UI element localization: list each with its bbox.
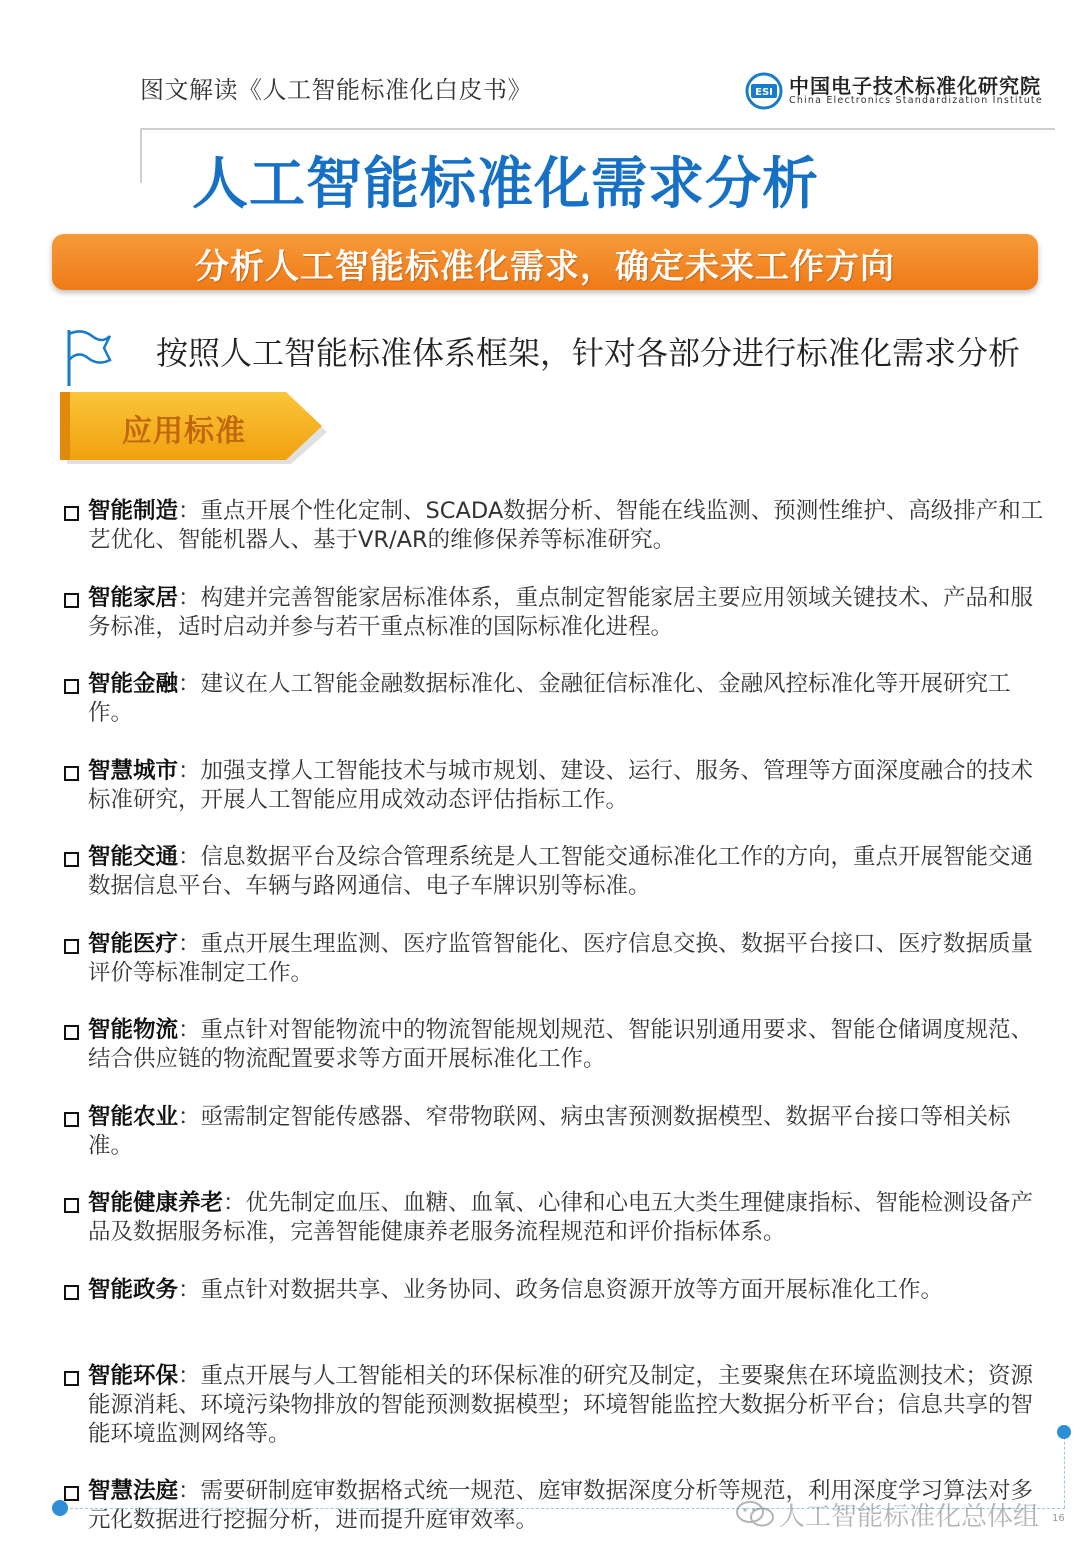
header-divider bbox=[140, 128, 1055, 130]
checkbox-icon bbox=[64, 1198, 79, 1213]
item-text bbox=[88, 1103, 1052, 1161]
item-description: ：优先制定血压、血糖、血氧、心律和心电五大类生理健康指标、智能检测设备产品及数据服务标准，完善智能健康养老服务流程规范和评价指标体系。 bbox=[88, 1190, 1034, 1245]
item-text bbox=[88, 757, 1052, 815]
list-item bbox=[62, 584, 1052, 671]
item-text bbox=[88, 670, 1052, 728]
org-name-cn: 中国电子技术标准化研究院 bbox=[789, 74, 1041, 98]
list-item bbox=[62, 1362, 1052, 1477]
item-description: ：重点开展生理监测、医疗监管智能化、医疗信息交换、数据平台接口、医疗数据质量评价等标准制定工作。 bbox=[88, 930, 1034, 986]
item-description: ：建议在人工智能金融数据标准化、金融征信标准化、金融风控标准化等开展研究工作。 bbox=[88, 671, 1011, 726]
banner-text: 分析人工智能标准化需求，确定未来工作方向 bbox=[195, 247, 895, 287]
item-title: 智慧城市 bbox=[88, 757, 179, 784]
org-name-en: China Electronics Standardization Institute bbox=[789, 95, 1043, 106]
org-logo bbox=[745, 70, 1055, 110]
flag-icon bbox=[64, 326, 112, 388]
application-standards-list bbox=[62, 497, 1052, 1564]
document-header-title: 图文解读《人工智能标准化白皮书》 bbox=[140, 76, 532, 104]
wechat-icon bbox=[735, 1500, 775, 1528]
item-title: 智能政务 bbox=[88, 1276, 179, 1303]
page-title: 人工智能标准化需求分析 bbox=[192, 152, 819, 217]
list-item bbox=[62, 497, 1052, 584]
section-label: 应用标准 bbox=[122, 414, 246, 449]
item-text bbox=[88, 930, 1052, 988]
item-description: ：重点开展与人工智能相关的环保标准的研究及制定，主要聚焦在环境监测技术；资源能源消耗、环境污染物排放的智能预测数据模型；环境智能监控大数据分析平台；信息共享的智能环境监测网络等。 bbox=[88, 1363, 1034, 1447]
list-item bbox=[62, 930, 1052, 1017]
item-title: 智能物流 bbox=[88, 1017, 179, 1043]
list-item bbox=[62, 757, 1052, 844]
item-description: ：构建并完善智能家居标准体系，重点制定智能家居主要应用领域关键技术、产品和服务标准，适时启动并参与若干重点标准的国际标准化进程。 bbox=[88, 584, 1034, 640]
section-heading: 按照人工智能标准体系框架，针对各部分进行标准化需求分析 bbox=[156, 334, 1021, 372]
item-text bbox=[88, 1276, 1052, 1305]
list-item bbox=[62, 670, 1052, 757]
item-text bbox=[88, 1189, 1052, 1247]
item-text bbox=[88, 1362, 1052, 1449]
checkbox-icon bbox=[64, 506, 79, 521]
decorative-dot bbox=[1057, 1425, 1071, 1439]
item-text bbox=[88, 584, 1052, 642]
item-title: 智能交通 bbox=[88, 844, 179, 870]
item-text bbox=[88, 1016, 1052, 1074]
checkbox-icon bbox=[64, 1486, 79, 1501]
item-description: ：信息数据平台及综合管理系统是人工智能交通标准化工作的方向，重点开展智能交通数据信息平台、车辆与路网通信、电子车牌识别等标准。 bbox=[88, 844, 1034, 899]
item-description: ：重点针对智能物流中的物流智能规划规范、智能识别通用要求、智能仓储调度规范、结合供应链的物流配置要求等方面开展标准化工作。 bbox=[88, 1017, 1034, 1072]
checkbox-icon bbox=[64, 766, 79, 781]
item-title: 智能制造 bbox=[88, 498, 179, 524]
checkbox-icon bbox=[64, 1371, 79, 1386]
list-item bbox=[62, 1103, 1052, 1190]
item-title: 智能医疗 bbox=[88, 930, 179, 957]
logo-mark-text: ESI bbox=[755, 87, 773, 98]
list-item bbox=[62, 1016, 1052, 1103]
esi-logo-icon bbox=[745, 72, 783, 110]
item-title: 智能环保 bbox=[88, 1363, 179, 1389]
decorative-dot bbox=[52, 1500, 68, 1516]
checkbox-icon bbox=[64, 852, 79, 867]
wechat-watermark bbox=[735, 1496, 1055, 1530]
item-description: ：重点针对数据共享、业务协同、政务信息资源开放等方面开展标准化工作。 bbox=[178, 1276, 944, 1303]
item-title: 智能家居 bbox=[88, 584, 179, 611]
checkbox-icon bbox=[64, 593, 79, 608]
item-title: 智能金融 bbox=[88, 671, 179, 697]
item-description: ：需要研制庭审数据格式统一规范、庭审数据深度分析等规范，利用深度学习算法对多元化数据进行挖掘分析，进而提升庭审效率。 bbox=[88, 1478, 1034, 1533]
checkbox-icon bbox=[64, 1112, 79, 1127]
decorative-line-vertical bbox=[1064, 1432, 1065, 1508]
list-item bbox=[62, 1189, 1052, 1276]
item-description: ：亟需制定智能传感器、窄带物联网、病虫害预测数据模型、数据平台接口等相关标准。 bbox=[88, 1103, 1011, 1159]
section-tag bbox=[60, 390, 330, 466]
checkbox-icon bbox=[64, 1025, 79, 1040]
item-title: 智能健康养老 bbox=[88, 1190, 224, 1216]
item-text bbox=[88, 497, 1052, 555]
item-title: 智能农业 bbox=[88, 1103, 179, 1130]
list-item bbox=[62, 843, 1052, 930]
watermark-text: 人工智能标准化总体组 bbox=[779, 1502, 1040, 1532]
list-item bbox=[62, 1276, 1052, 1363]
header-divider-vertical bbox=[140, 128, 142, 183]
item-description: ：重点开展个性化定制、SCADA数据分析、智能在线监测、预测性维护、高级排产和工艺优化、智能机器人、基于VR/AR的维修保养等标准研究。 bbox=[88, 498, 1044, 553]
subtitle-banner bbox=[52, 234, 1038, 290]
item-title: 智慧法庭 bbox=[88, 1478, 179, 1504]
checkbox-icon bbox=[64, 1285, 79, 1300]
item-description: ：加强支撑人工智能技术与城市规划、建设、运行、服务、管理等方面深度融合的技术标准研究，开展人工智能应用成效动态评估指标工作。 bbox=[88, 757, 1034, 813]
page-number: 16 bbox=[1052, 1513, 1065, 1524]
checkbox-icon bbox=[64, 939, 79, 954]
checkbox-icon bbox=[64, 679, 79, 694]
item-text bbox=[88, 843, 1052, 901]
